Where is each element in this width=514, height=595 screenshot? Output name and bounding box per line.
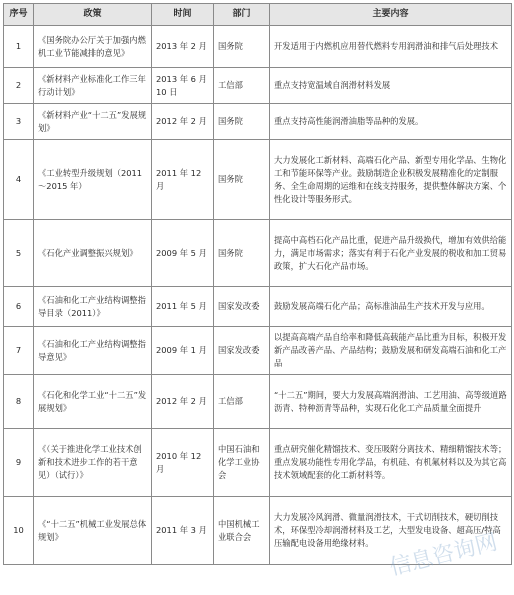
policy-name: 《石油和化工产业结构调整指导目录（2011）》 — [34, 287, 152, 327]
policy-department: 工信部 — [214, 68, 270, 104]
policy-content: 开发适用于内燃机应用替代燃料专用润滑油和排气后处理技术 — [270, 26, 512, 68]
table-row — [4, 287, 512, 327]
row-number: 9 — [4, 429, 34, 497]
row-number: 1 — [4, 26, 34, 68]
policy-name: 《（关于推进化学工业技术创新和技术进步工作的若干意见）（试行）》 — [34, 429, 152, 497]
header-row — [4, 4, 512, 26]
header-dept: 部门 — [214, 4, 270, 26]
table-row — [4, 68, 512, 104]
table-row — [4, 26, 512, 68]
policy-department: 国务院 — [214, 220, 270, 287]
policy-time: 2011 年 5 月 — [152, 287, 214, 327]
policy-name: 《新材料产业“十二五”发展规划》 — [34, 104, 152, 140]
policy-department: 国务院 — [214, 26, 270, 68]
policy-content: 鼓励发展高端石化产品；高标准油品生产技术开发与应用。 — [270, 287, 512, 327]
row-number: 7 — [4, 327, 34, 375]
policy-content: 大力发展化工新材料、高端石化产品、新型专用化学品、生物化工和节能环保等产业。鼓励制造企业积极发展精准化的定制服务、全生命周期的运维和在线支持服务，提供整体解决方案、个性化设计等服务形式。 — [270, 140, 512, 220]
policy-name: 《国务院办公厅关于加强内燃机工业节能减排的意见》 — [34, 26, 152, 68]
policy-name: 《石化产业调整振兴规划》 — [34, 220, 152, 287]
policy-content: 重点支持宽温域自润滑材料发展 — [270, 68, 512, 104]
policy-department: 工信部 — [214, 375, 270, 429]
policy-content: “十二五”期间，要大力发展高端润滑油、工艺用油、高等级道路沥青、特种沥青等品种，实现石化化工产品质量全面提升 — [270, 375, 512, 429]
header-content: 主要内容 — [270, 4, 512, 26]
row-number: 2 — [4, 68, 34, 104]
header-time: 时间 — [152, 4, 214, 26]
policy-name: 《石化和化学工业“十二五”发展规划》 — [34, 375, 152, 429]
policy-content: 重点研究催化精馏技术、变压吸附分离技术、精细精馏技术等；重点发展功能性专用化学品，有机硅、有机氟材料以及为其它高技术领域配套的化工新材料等。 — [270, 429, 512, 497]
row-number: 10 — [4, 497, 34, 565]
policy-department: 中国机械工业联合会 — [214, 497, 270, 565]
policy-time: 2009 年 5 月 — [152, 220, 214, 287]
policy-time: 2012 年 2 月 — [152, 375, 214, 429]
policy-content: 大力发展冷风润滑、微量润滑技术，干式切削技术，硬切削技术，环保型冷却润滑材料及工艺，大型发电设备、超高压/特高压输配电设备用绝缘材料。 — [270, 497, 512, 565]
table-row — [4, 104, 512, 140]
row-number: 8 — [4, 375, 34, 429]
policy-name: 《石油和化工产业结构调整指导意见》 — [34, 327, 152, 375]
policy-content: 以提高高端产品自给率和降低高载能产品比重为目标，积极开发新产品改善产品、产品结构；鼓励发展和研发高端石油和化工产品 — [270, 327, 512, 375]
policy-department: 国家发改委 — [214, 287, 270, 327]
policy-department: 中国石油和化学工业协会 — [214, 429, 270, 497]
policy-department: 国务院 — [214, 140, 270, 220]
table-row — [4, 429, 512, 497]
table-row — [4, 220, 512, 287]
table-row — [4, 327, 512, 375]
policy-department: 国家发改委 — [214, 327, 270, 375]
watermark: 信息咨询网 — [387, 530, 500, 581]
table-row — [4, 140, 512, 220]
table-row — [4, 497, 512, 565]
policy-table — [3, 3, 512, 565]
row-number: 4 — [4, 140, 34, 220]
policy-content: 重点支持高性能润滑油脂等品种的发展。 — [270, 104, 512, 140]
header-policy: 政策 — [34, 4, 152, 26]
policy-time: 2009 年 1 月 — [152, 327, 214, 375]
policy-name: 《“十二五”机械工业发展总体规划》 — [34, 497, 152, 565]
row-number: 5 — [4, 220, 34, 287]
policy-name: 《工业转型升级规划（2011～2015 年） — [34, 140, 152, 220]
table-row — [4, 375, 512, 429]
policy-time: 2013 年 2 月 — [152, 26, 214, 68]
policy-department: 国务院 — [214, 104, 270, 140]
policy-time: 2010 年 12 月 — [152, 429, 214, 497]
header-no: 序号 — [4, 4, 34, 26]
policy-time: 2013 年 6 月 10 日 — [152, 68, 214, 104]
policy-time: 2012 年 2 月 — [152, 104, 214, 140]
row-number: 6 — [4, 287, 34, 327]
policy-time: 2011 年 3 月 — [152, 497, 214, 565]
policy-time: 2011 年 12 月 — [152, 140, 214, 220]
policy-content: 提高中高档石化产品比重，促进产品升级换代，增加有效供给能力，满足市场需求；落实有利于石化产业发展的税收和加工贸易政策，扩大石化产品市场。 — [270, 220, 512, 287]
row-number: 3 — [4, 104, 34, 140]
policy-name: 《新材料产业标准化工作三年行动计划》 — [34, 68, 152, 104]
